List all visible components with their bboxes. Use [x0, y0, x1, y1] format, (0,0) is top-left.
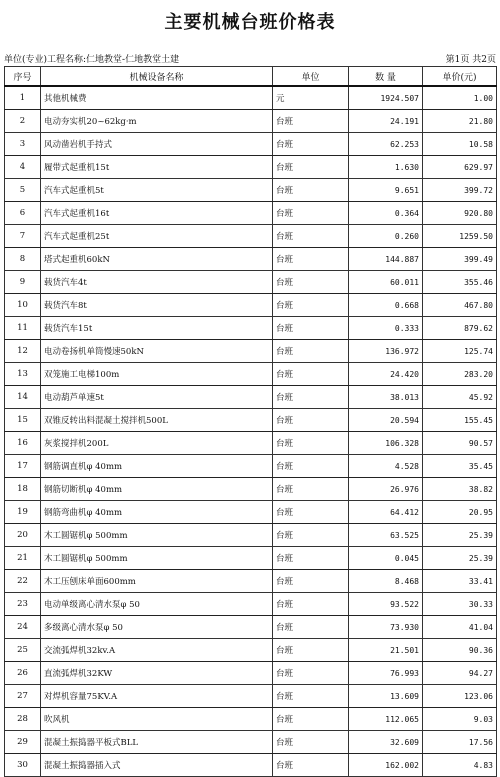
- row-unit: 台班: [273, 340, 349, 363]
- row-quantity: 1924.507: [349, 86, 423, 110]
- row-unit: 台班: [273, 248, 349, 271]
- row-unit-price: 17.56: [423, 731, 497, 754]
- row-unit-price: 20.95: [423, 501, 497, 524]
- table-row: [5, 110, 497, 133]
- table-row: [5, 639, 497, 662]
- row-quantity: 73.930: [349, 616, 423, 639]
- row-seq: 28: [5, 708, 41, 731]
- row-unit: 台班: [273, 432, 349, 455]
- row-equipment-name: 交流弧焊机32kv.A: [41, 639, 273, 662]
- row-equipment-name: 木工圆锯机φ 500mm: [41, 547, 273, 570]
- row-seq: 25: [5, 639, 41, 662]
- row-equipment-name: 载货汽车15t: [41, 317, 273, 340]
- row-equipment-name: 汽车式起重机16t: [41, 202, 273, 225]
- table-row: [5, 593, 497, 616]
- table-row: [5, 478, 497, 501]
- row-seq: 20: [5, 524, 41, 547]
- row-quantity: 144.887: [349, 248, 423, 271]
- row-unit-price: 30.33: [423, 593, 497, 616]
- row-unit: 台班: [273, 179, 349, 202]
- row-unit: 台班: [273, 524, 349, 547]
- table-row: [5, 363, 497, 386]
- row-equipment-name: 双锥反转出料混凝土搅拌机500L: [41, 409, 273, 432]
- row-unit: 台班: [273, 409, 349, 432]
- row-quantity: 8.468: [349, 570, 423, 593]
- row-unit: 台班: [273, 616, 349, 639]
- row-equipment-name: 钢筋调直机φ 40mm: [41, 455, 273, 478]
- row-equipment-name: 双笼施工电梯100m: [41, 363, 273, 386]
- row-seq: 26: [5, 662, 41, 685]
- row-unit-price: 38.82: [423, 478, 497, 501]
- row-quantity: 60.011: [349, 271, 423, 294]
- table-row: [5, 524, 497, 547]
- row-equipment-name: 电动夯实机20~62kg·m: [41, 110, 273, 133]
- table-row: [5, 294, 497, 317]
- row-quantity: 93.522: [349, 593, 423, 616]
- header-equipment-name: 机械设备名称: [41, 67, 273, 87]
- row-quantity: 24.191: [349, 110, 423, 133]
- row-unit: 台班: [273, 593, 349, 616]
- table-row: [5, 86, 497, 110]
- row-equipment-name: 直流弧焊机32KW: [41, 662, 273, 685]
- row-quantity: 0.045: [349, 547, 423, 570]
- row-unit: 台班: [273, 731, 349, 754]
- row-seq: 3: [5, 133, 41, 156]
- table-row: [5, 179, 497, 202]
- row-quantity: 32.609: [349, 731, 423, 754]
- row-quantity: 21.501: [349, 639, 423, 662]
- row-quantity: 76.993: [349, 662, 423, 685]
- table-row: [5, 547, 497, 570]
- row-quantity: 112.065: [349, 708, 423, 731]
- page-number-label: 第1页 共2页: [445, 55, 496, 65]
- row-quantity: 26.976: [349, 478, 423, 501]
- row-quantity: 9.651: [349, 179, 423, 202]
- row-seq: 13: [5, 363, 41, 386]
- row-quantity: 62.253: [349, 133, 423, 156]
- row-seq: 27: [5, 685, 41, 708]
- row-quantity: 13.609: [349, 685, 423, 708]
- row-equipment-name: 电动葫芦单速5t: [41, 386, 273, 409]
- row-unit-price: 283.20: [423, 363, 497, 386]
- row-seq: 5: [5, 179, 41, 202]
- row-equipment-name: 履带式起重机15t: [41, 156, 273, 179]
- row-equipment-name: 载货汽车8t: [41, 294, 273, 317]
- row-quantity: 0.260: [349, 225, 423, 248]
- row-equipment-name: 多级离心清水泵φ 50: [41, 616, 273, 639]
- row-seq: 16: [5, 432, 41, 455]
- row-seq: 2: [5, 110, 41, 133]
- table-row: [5, 317, 497, 340]
- header-quantity: 数 量: [349, 67, 423, 87]
- row-quantity: 1.630: [349, 156, 423, 179]
- row-equipment-name: 混凝土振捣器平板式BLL: [41, 731, 273, 754]
- row-unit-price: 90.36: [423, 639, 497, 662]
- row-unit: 台班: [273, 547, 349, 570]
- row-unit: 台班: [273, 754, 349, 777]
- row-seq: 30: [5, 754, 41, 777]
- table-row: [5, 662, 497, 685]
- row-unit: 台班: [273, 478, 349, 501]
- row-seq: 10: [5, 294, 41, 317]
- row-seq: 23: [5, 593, 41, 616]
- row-seq: 1: [5, 86, 41, 110]
- row-unit: 台班: [273, 662, 349, 685]
- row-equipment-name: 载货汽车4t: [41, 271, 273, 294]
- row-unit-price: 920.80: [423, 202, 497, 225]
- row-unit-price: 25.39: [423, 524, 497, 547]
- table-header: [5, 67, 497, 87]
- row-unit-price: 1259.50: [423, 225, 497, 248]
- row-equipment-name: 汽车式起重机25t: [41, 225, 273, 248]
- row-unit: 台班: [273, 225, 349, 248]
- row-equipment-name: 塔式起重机60kN: [41, 248, 273, 271]
- row-unit-price: 1.00: [423, 86, 497, 110]
- row-unit-price: 33.41: [423, 570, 497, 593]
- row-unit-price: 355.46: [423, 271, 497, 294]
- row-equipment-name: 木工圆锯机φ 500mm: [41, 524, 273, 547]
- row-quantity: 106.328: [349, 432, 423, 455]
- row-quantity: 0.364: [349, 202, 423, 225]
- row-quantity: 0.668: [349, 294, 423, 317]
- row-unit: 元: [273, 86, 349, 110]
- table-body: [5, 86, 497, 777]
- table-row: [5, 501, 497, 524]
- table-row: [5, 156, 497, 179]
- row-unit-price: 21.80: [423, 110, 497, 133]
- table-row: [5, 708, 497, 731]
- table-row: [5, 432, 497, 455]
- table-row: [5, 685, 497, 708]
- row-seq: 22: [5, 570, 41, 593]
- row-unit-price: 467.80: [423, 294, 497, 317]
- row-unit-price: 4.83: [423, 754, 497, 777]
- row-seq: 6: [5, 202, 41, 225]
- row-quantity: 136.972: [349, 340, 423, 363]
- row-seq: 4: [5, 156, 41, 179]
- row-unit-price: 41.04: [423, 616, 497, 639]
- row-unit-price: 10.58: [423, 133, 497, 156]
- row-seq: 19: [5, 501, 41, 524]
- row-unit-price: 125.74: [423, 340, 497, 363]
- header-row: [5, 67, 497, 87]
- row-equipment-name: 混凝土振捣器插入式: [41, 754, 273, 777]
- row-quantity: 64.412: [349, 501, 423, 524]
- row-seq: 29: [5, 731, 41, 754]
- row-seq: 15: [5, 409, 41, 432]
- table-row: [5, 616, 497, 639]
- header-unit: 单位: [273, 67, 349, 87]
- header-seq: 序号: [5, 67, 41, 87]
- table-row: [5, 271, 497, 294]
- table-row: [5, 754, 497, 777]
- row-unit-price: 94.27: [423, 662, 497, 685]
- row-quantity: 24.420: [349, 363, 423, 386]
- row-seq: 7: [5, 225, 41, 248]
- row-seq: 11: [5, 317, 41, 340]
- row-unit: 台班: [273, 639, 349, 662]
- row-quantity: 162.002: [349, 754, 423, 777]
- row-unit: 台班: [273, 271, 349, 294]
- page-title: 主要机械台班价格表: [164, 12, 336, 33]
- row-equipment-name: 其他机械费: [41, 86, 273, 110]
- row-seq: 8: [5, 248, 41, 271]
- row-unit: 台班: [273, 156, 349, 179]
- row-unit: 台班: [273, 708, 349, 731]
- row-unit-price: 879.62: [423, 317, 497, 340]
- row-equipment-name: 钢筋弯曲机φ 40mm: [41, 501, 273, 524]
- table-row: [5, 133, 497, 156]
- row-unit: 台班: [273, 570, 349, 593]
- table-row: [5, 409, 497, 432]
- row-quantity: 0.333: [349, 317, 423, 340]
- row-unit-price: 155.45: [423, 409, 497, 432]
- row-equipment-name: 木工压刨床单面600mm: [41, 570, 273, 593]
- row-quantity: 63.525: [349, 524, 423, 547]
- machinery-price-table: [4, 66, 497, 777]
- row-seq: 24: [5, 616, 41, 639]
- table-row: [5, 455, 497, 478]
- row-equipment-name: 电动卷扬机单筒慢速50kN: [41, 340, 273, 363]
- row-equipment-name: 对焊机容量75KV.A: [41, 685, 273, 708]
- row-unit: 台班: [273, 294, 349, 317]
- row-unit: 台班: [273, 110, 349, 133]
- row-unit: 台班: [273, 685, 349, 708]
- row-quantity: 38.013: [349, 386, 423, 409]
- row-seq: 9: [5, 271, 41, 294]
- row-equipment-name: 吹风机: [41, 708, 273, 731]
- header-unit-price: 单价(元): [423, 67, 497, 87]
- row-seq: 17: [5, 455, 41, 478]
- table-row: [5, 386, 497, 409]
- row-unit: 台班: [273, 455, 349, 478]
- row-unit-price: 399.72: [423, 179, 497, 202]
- row-unit-price: 9.03: [423, 708, 497, 731]
- row-unit-price: 35.45: [423, 455, 497, 478]
- row-unit: 台班: [273, 317, 349, 340]
- project-name-label: 单位(专业)工程名称:仁地教堂-仁地教堂土建: [4, 55, 180, 65]
- row-unit: 台班: [273, 133, 349, 156]
- row-seq: 18: [5, 478, 41, 501]
- row-unit-price: 629.97: [423, 156, 497, 179]
- row-equipment-name: 钢筋切断机φ 40mm: [41, 478, 273, 501]
- row-quantity: 4.528: [349, 455, 423, 478]
- row-unit-price: 399.49: [423, 248, 497, 271]
- row-unit: 台班: [273, 501, 349, 524]
- table-row: [5, 340, 497, 363]
- row-unit: 台班: [273, 202, 349, 225]
- row-unit-price: 123.06: [423, 685, 497, 708]
- table-row: [5, 570, 497, 593]
- table-row: [5, 731, 497, 754]
- row-equipment-name: 灰浆搅拌机200L: [41, 432, 273, 455]
- row-equipment-name: 汽车式起重机5t: [41, 179, 273, 202]
- row-unit: 台班: [273, 363, 349, 386]
- row-equipment-name: 风动凿岩机手持式: [41, 133, 273, 156]
- row-equipment-name: 电动单级离心清水泵φ 50: [41, 593, 273, 616]
- table-row: [5, 248, 497, 271]
- table-row: [5, 202, 497, 225]
- row-unit-price: 90.57: [423, 432, 497, 455]
- table-row: [5, 225, 497, 248]
- row-unit-price: 45.92: [423, 386, 497, 409]
- row-seq: 21: [5, 547, 41, 570]
- row-seq: 14: [5, 386, 41, 409]
- row-quantity: 20.594: [349, 409, 423, 432]
- row-unit-price: 25.39: [423, 547, 497, 570]
- row-seq: 12: [5, 340, 41, 363]
- row-unit: 台班: [273, 386, 349, 409]
